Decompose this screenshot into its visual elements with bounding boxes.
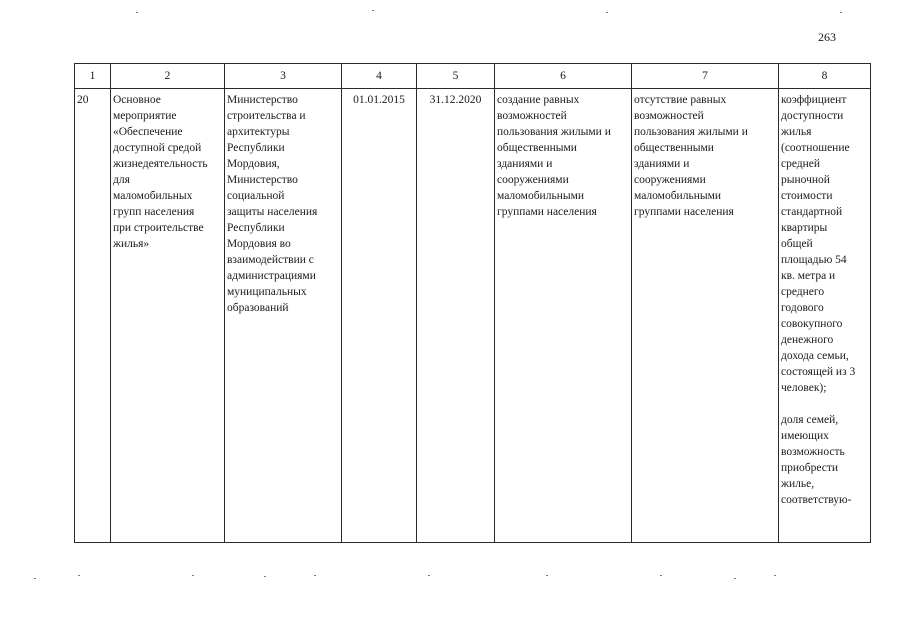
indicator-2: доля семей, имеющих возможность приобрести жилье, соответствую- — [781, 414, 852, 506]
scan-speck — [372, 10, 374, 11]
paragraph-gap — [781, 396, 868, 412]
consequences-text: отсутствие равных возможностей пользования жилыми и общественными зданиями и сооружениями маломобильными группами населения — [634, 94, 748, 218]
scan-speck — [314, 575, 316, 576]
indicators-cell — [779, 89, 871, 543]
executor-text: Министерство строительства и архитектуры Республики Мордовия, Министерство социальной защиты населения Республики Мордовия во взаимодействии с администрациями муниципальных образований — [227, 94, 318, 314]
row-number-cell — [75, 89, 111, 543]
page-number: 263 — [818, 30, 836, 44]
column-header: 8 — [779, 64, 871, 89]
row-number: 20 — [77, 94, 89, 106]
program-table — [74, 63, 871, 543]
scan-speck — [78, 575, 80, 576]
executor-cell — [225, 89, 342, 543]
consequences-cell — [632, 89, 779, 543]
start-date-cell — [342, 89, 417, 543]
scan-speck — [660, 575, 662, 576]
scan-speck — [606, 12, 608, 13]
scan-speck — [840, 12, 842, 13]
column-header: 3 — [225, 64, 342, 89]
column-header: 4 — [342, 64, 417, 89]
expected-result-cell — [495, 89, 632, 543]
end-date: 31.12.2020 — [429, 94, 482, 106]
table-row — [75, 89, 871, 543]
column-header: 6 — [495, 64, 632, 89]
scan-speck — [546, 575, 548, 576]
column-header: 5 — [417, 64, 495, 89]
end-date-cell — [417, 89, 495, 543]
indicator-1: коэффициент доступности жилья (соотношение средней рыночной стоимости стандартной квартиры общей площадью 54 кв. метра и среднего годового совокупного денежного дохода семьи, состоящей из 3 человек); — [781, 94, 856, 394]
scan-speck — [136, 12, 138, 13]
scan-speck — [734, 578, 736, 579]
column-header: 2 — [111, 64, 225, 89]
scan-speck — [264, 576, 266, 577]
scan-speck — [192, 575, 194, 576]
activity-name-cell — [111, 89, 225, 543]
activity-name: Основное мероприятие «Обеспечение доступной средой жизнедеятельность для маломобильных групп населения при строительстве жилья» — [113, 94, 208, 250]
scan-speck — [428, 575, 430, 576]
scan-speck — [34, 578, 36, 579]
start-date: 01.01.2015 — [353, 94, 405, 106]
column-header: 7 — [632, 64, 779, 89]
scan-speck — [774, 575, 776, 576]
expected-result: создание равных возможностей пользования жилыми и общественными зданиями и сооружениями маломобильными группами населения — [497, 94, 611, 218]
header-row — [75, 64, 871, 89]
column-header: 1 — [75, 64, 111, 89]
